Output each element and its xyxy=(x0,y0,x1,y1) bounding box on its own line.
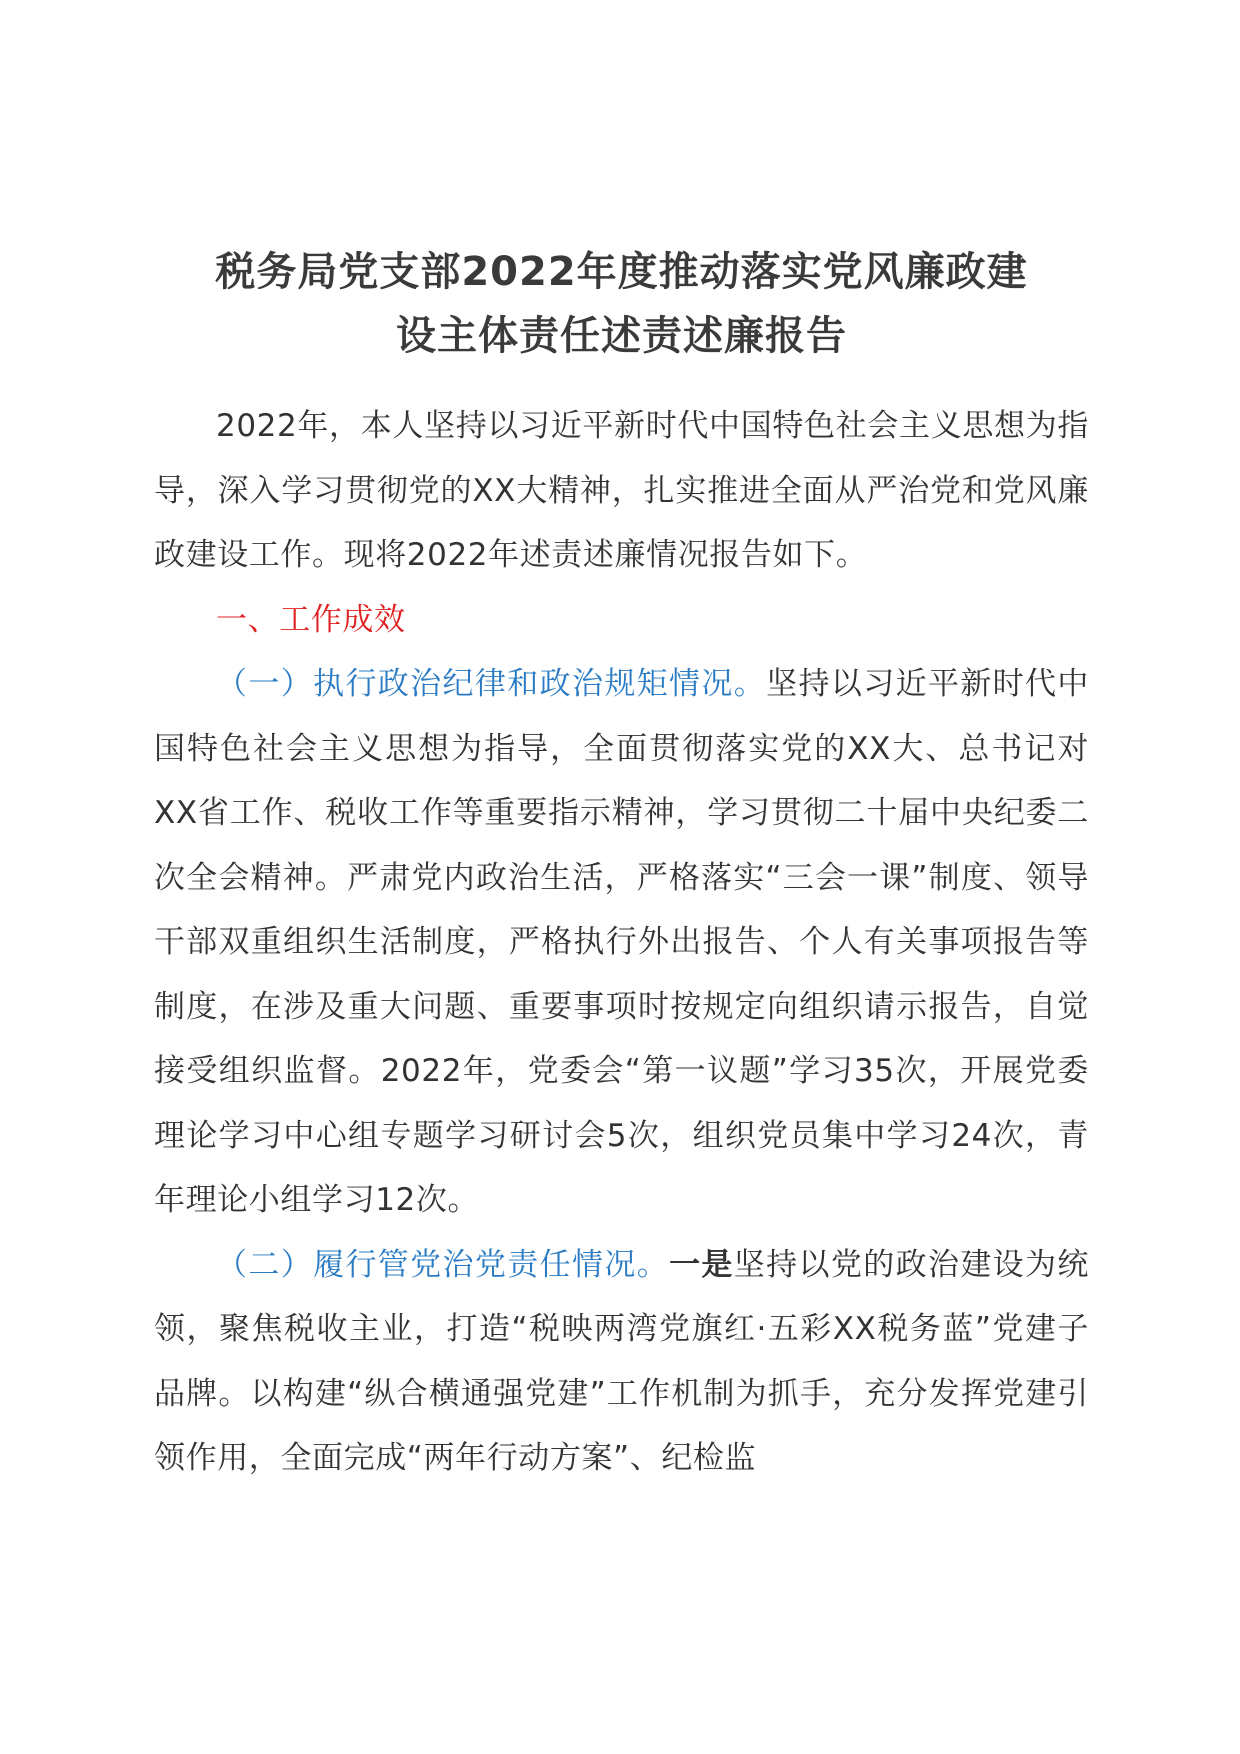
title-line-1: 税务局党支部2022年度推动落实党风廉政建 xyxy=(215,249,1028,295)
intro-paragraph: 2022年，本人坚持以习近平新时代中国特色社会主义思想为指导，深入学习贯彻党的XX大精神，扎实推进全面从严治党和党风廉政建设工作。现将2022年述责述廉情况报告如下。 xyxy=(154,408,1089,573)
document-page xyxy=(154,240,1089,1491)
subsection-1-paragraph xyxy=(154,652,1089,1233)
document-body xyxy=(154,394,1089,1491)
subsection-1-text: 坚持以习近平新时代中国特色社会主义思想为指导，全面贯彻落实党的XX大、总书记对XX省工作、税收工作等重要指示精神，学习贯彻二十届中央纪委二次全会精神。严肃党内政治生活，严格落实“三会一课”制度、领导干部双重组织生活制度，严格执行外出报告、个人有关事项报告等制度，在涉及重大问题、重要事项时按规定向组织请示报告，自觉接受组织监督。2022年，党委会“第一议题”学习35次，开展党委理论学习中心组专题学习研讨会5次，组织党员集中学习24次，青年理论小组学习12次。 xyxy=(154,666,1090,1218)
subsection-2-text: 坚持以党的政治建设为统领，聚焦税收主业，打造“税映两湾党旗红·五彩XX税务蓝”党建子品牌。以构建“纵合横通强党建”工作机制为抓手，充分发挥党建引领作用，全面完成“两年行动方案”、纪检监 xyxy=(154,1246,1090,1476)
section-heading-achievements: 一、工作成效 xyxy=(216,601,406,638)
subsection-2-heading: （二）履行管党治党责任情况。 xyxy=(216,1246,670,1283)
subsection-2-paragraph xyxy=(154,1233,1089,1491)
subsection-2-lead: 一是 xyxy=(669,1246,734,1283)
document-title xyxy=(154,240,1089,368)
subsection-1-heading: （一）执行政治纪律和政治规矩情况。 xyxy=(216,666,767,702)
title-line-2: 设主体责任述责述廉报告 xyxy=(396,313,847,359)
